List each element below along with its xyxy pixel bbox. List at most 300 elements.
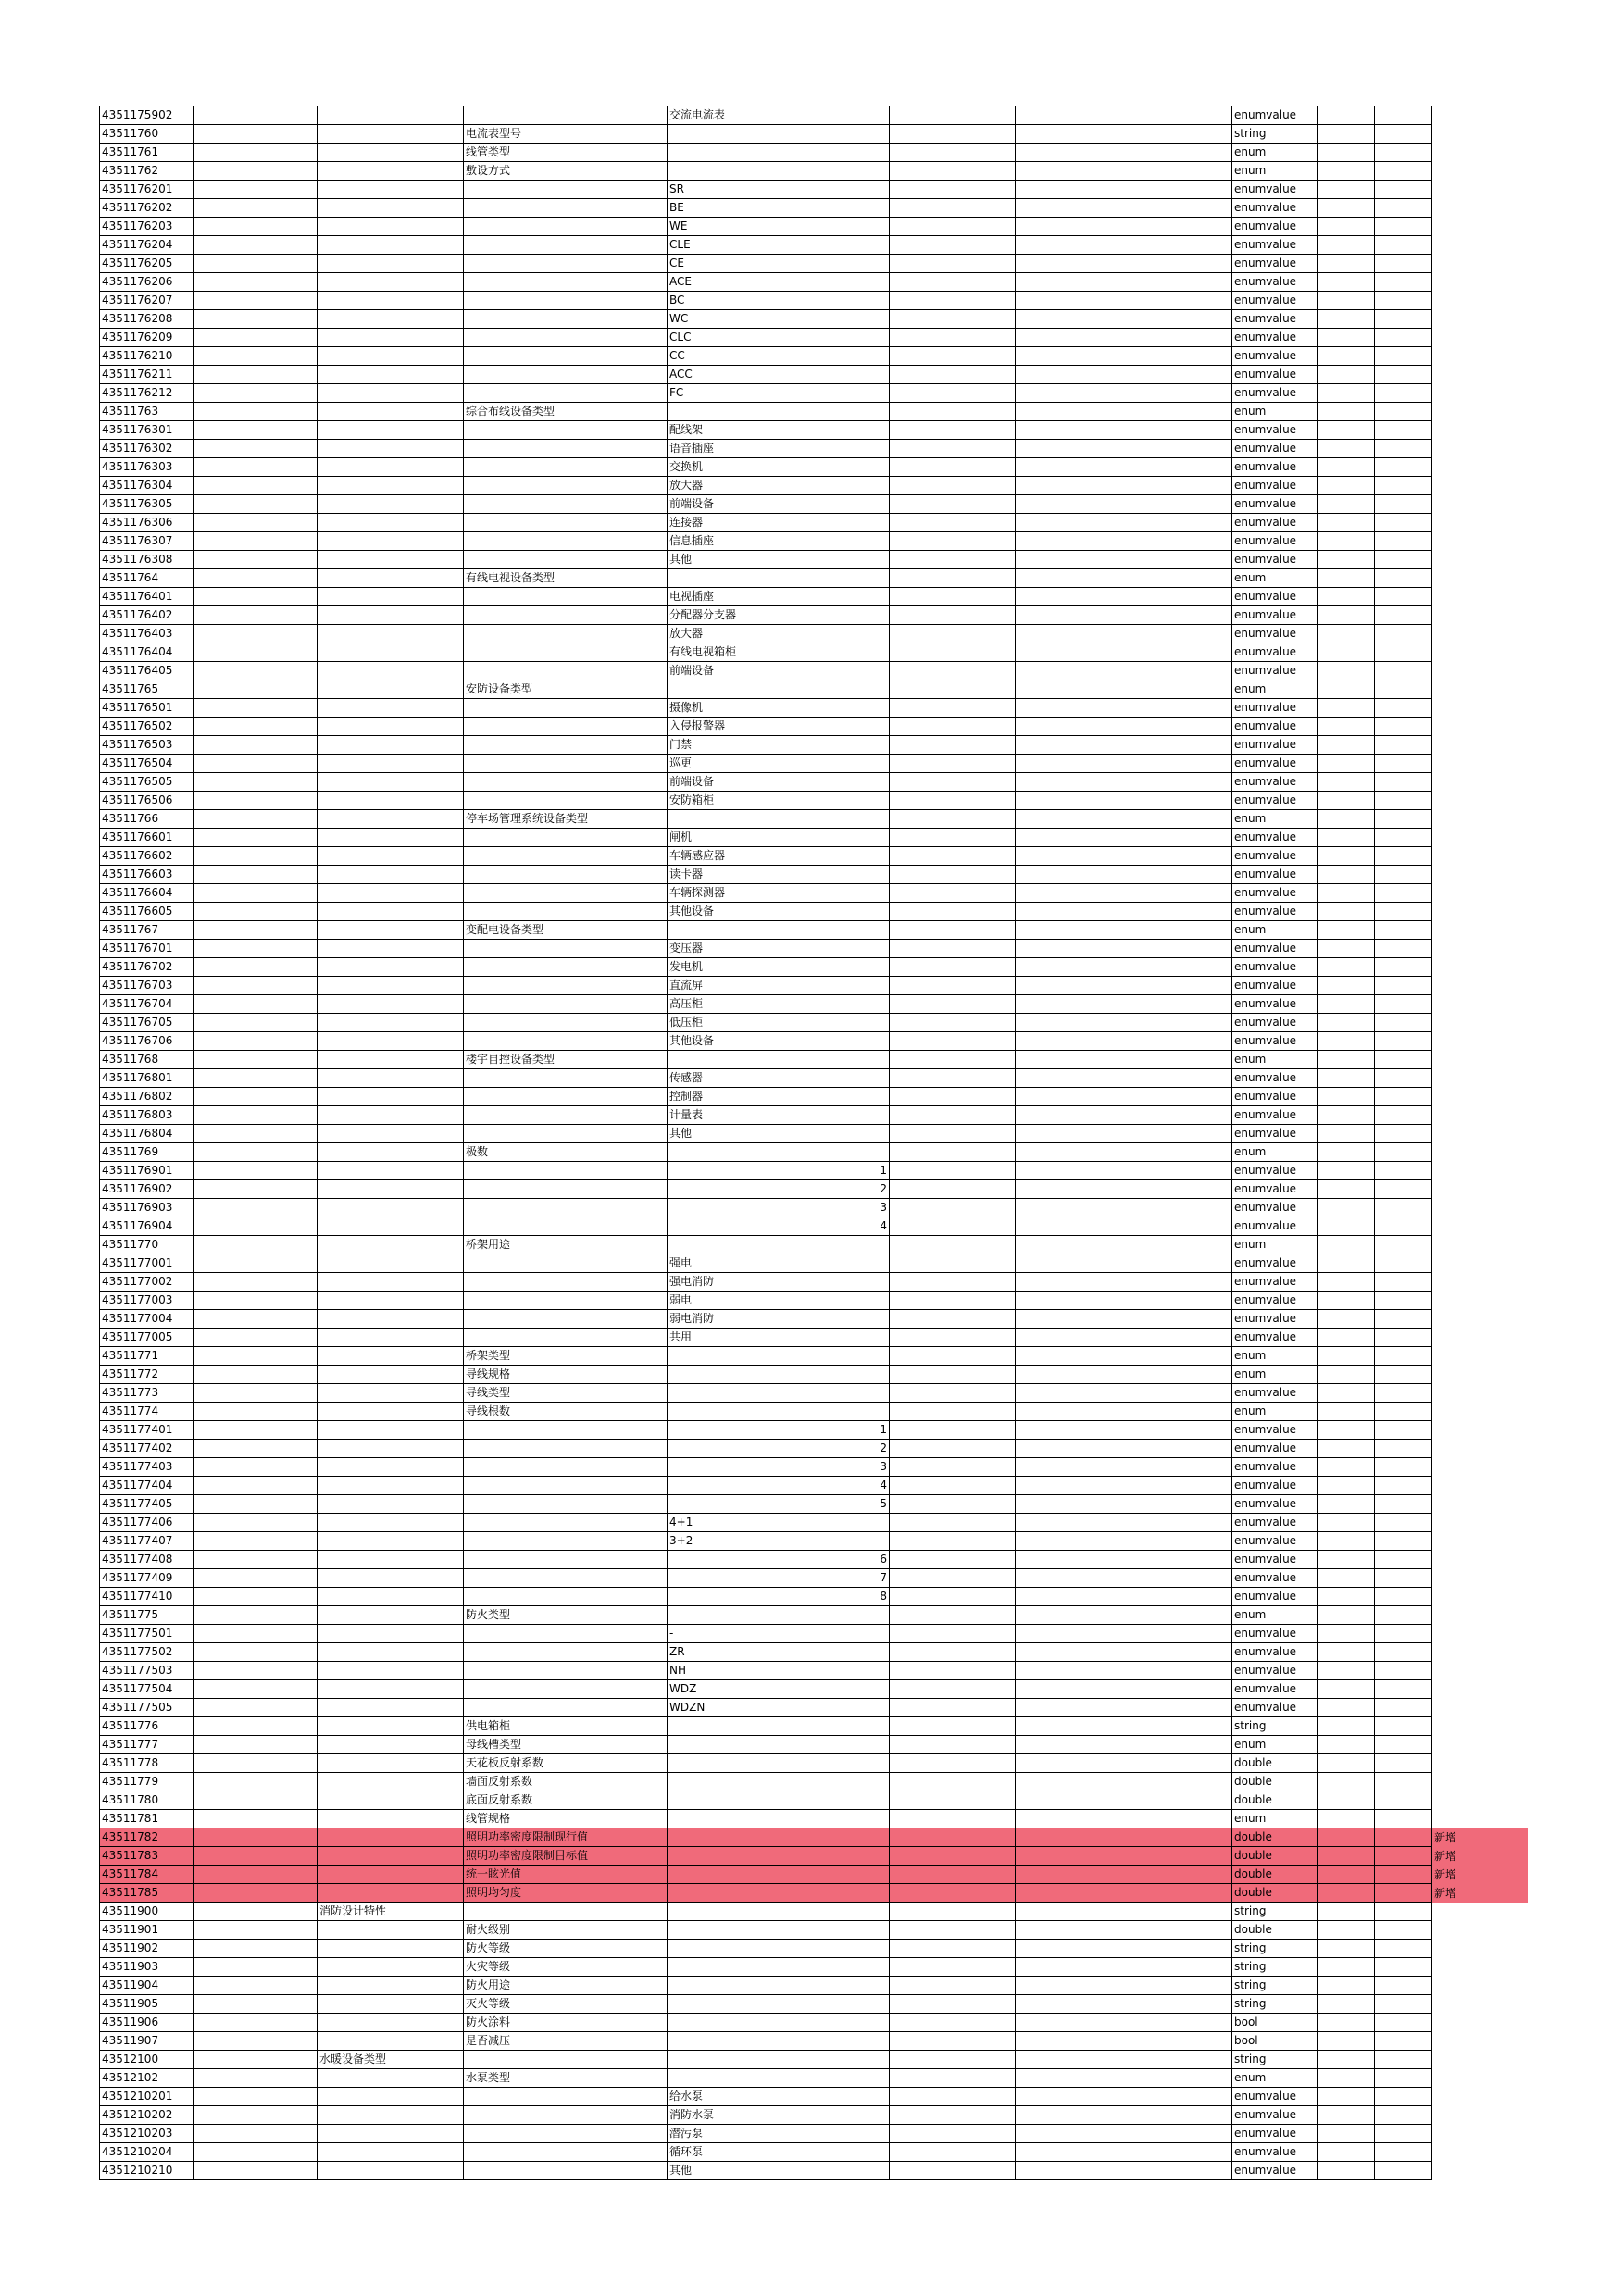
- blank-cell: [194, 606, 318, 625]
- data-type-cell: enumvalue: [1232, 1162, 1318, 1180]
- id-cell: 43511784: [100, 1866, 194, 1884]
- note-cell: [1432, 1995, 1529, 2014]
- blank-cell: [1375, 1310, 1432, 1329]
- id-cell: 4351176302: [100, 440, 194, 458]
- category-cell: [318, 458, 464, 477]
- blank-cell: [1375, 643, 1432, 662]
- attribute-name-cell: [464, 903, 668, 921]
- blank-cell: [1016, 1791, 1232, 1810]
- blank-cell: [1016, 477, 1232, 495]
- blank-cell: [1016, 1828, 1232, 1847]
- attribute-name-cell: [464, 1254, 668, 1273]
- id-cell: 4351177410: [100, 1588, 194, 1606]
- blank-cell: [194, 1977, 318, 1995]
- blank-cell: [1375, 1384, 1432, 1403]
- blank-cell: [1318, 1106, 1375, 1125]
- blank-cell: [194, 1329, 318, 1347]
- blank-cell: [890, 477, 1016, 495]
- blank-cell: [1375, 1106, 1432, 1125]
- blank-cell: [194, 1236, 318, 1254]
- enum-value-cell: [668, 1736, 890, 1754]
- data-type-cell: string: [1232, 1995, 1318, 2014]
- category-cell: [318, 421, 464, 440]
- blank-cell: [1375, 1754, 1432, 1773]
- table-row: [100, 1643, 1529, 1662]
- blank-cell: [890, 125, 1016, 144]
- blank-cell: [890, 1329, 1016, 1347]
- blank-cell: [890, 2051, 1016, 2069]
- enum-value-cell: BC: [668, 292, 890, 310]
- table-row: [100, 403, 1529, 421]
- enum-value-cell: [668, 125, 890, 144]
- blank-cell: [1318, 958, 1375, 977]
- note-cell: [1432, 1625, 1529, 1643]
- blank-cell: [1375, 1699, 1432, 1717]
- data-type-cell: string: [1232, 2051, 1318, 2069]
- blank-cell: [1016, 1625, 1232, 1643]
- blank-cell: [1016, 773, 1232, 792]
- enum-value-cell: 5: [668, 1495, 890, 1514]
- blank-cell: [1016, 1606, 1232, 1625]
- attribute-name-cell: [464, 643, 668, 662]
- blank-cell: [1375, 1125, 1432, 1143]
- id-cell: 4351176201: [100, 181, 194, 199]
- enum-value-cell: WC: [668, 310, 890, 329]
- id-cell: 43511903: [100, 1958, 194, 1977]
- blank-cell: [890, 625, 1016, 643]
- note-cell: [1432, 1458, 1529, 1477]
- note-cell: [1432, 347, 1529, 366]
- enum-value-cell: CC: [668, 347, 890, 366]
- id-cell: 4351210210: [100, 2162, 194, 2180]
- blank-cell: [1016, 884, 1232, 903]
- blank-cell: [1016, 1866, 1232, 1884]
- enum-value-cell: 读卡器: [668, 866, 890, 884]
- table-row: [100, 2106, 1529, 2125]
- note-cell: [1432, 958, 1529, 977]
- table-row: [100, 1384, 1529, 1403]
- blank-cell: [194, 1106, 318, 1125]
- blank-cell: [194, 792, 318, 810]
- id-cell: 4351176210: [100, 347, 194, 366]
- data-type-cell: enum: [1232, 1143, 1318, 1162]
- table-row: [100, 1199, 1529, 1217]
- blank-cell: [1016, 514, 1232, 532]
- attribute-name-cell: 照明功率密度限制目标值: [464, 1847, 668, 1866]
- table-row: [100, 1717, 1529, 1736]
- blank-cell: [194, 329, 318, 347]
- attribute-name-cell: [464, 995, 668, 1014]
- blank-cell: [194, 421, 318, 440]
- blank-cell: [890, 1903, 1016, 1921]
- blank-cell: [1016, 1514, 1232, 1532]
- category-cell: 水暖设备类型: [318, 2051, 464, 2069]
- id-cell: 4351176401: [100, 588, 194, 606]
- id-cell: 43511771: [100, 1347, 194, 1366]
- note-cell: [1432, 995, 1529, 1014]
- blank-cell: [1318, 440, 1375, 458]
- category-cell: [318, 1199, 464, 1217]
- note-cell: [1432, 1440, 1529, 1458]
- table-row: [100, 1903, 1529, 1921]
- category-cell: [318, 1532, 464, 1551]
- blank-cell: [1016, 1143, 1232, 1162]
- blank-cell: [1318, 718, 1375, 736]
- blank-cell: [194, 1051, 318, 1069]
- blank-cell: [890, 958, 1016, 977]
- blank-cell: [1375, 1625, 1432, 1643]
- data-type-cell: enum: [1232, 1810, 1318, 1828]
- blank-cell: [1016, 532, 1232, 551]
- table-row: [100, 273, 1529, 292]
- blank-cell: [1016, 903, 1232, 921]
- id-cell: 4351177406: [100, 1514, 194, 1532]
- table-row: [100, 1495, 1529, 1514]
- blank-cell: [1016, 2032, 1232, 2051]
- blank-cell: [194, 736, 318, 755]
- attribute-name-cell: [464, 1699, 668, 1717]
- blank-cell: [1016, 1254, 1232, 1273]
- blank-cell: [1016, 940, 1232, 958]
- enum-value-cell: 消防水泵: [668, 2106, 890, 2125]
- blank-cell: [1016, 181, 1232, 199]
- blank-cell: [1016, 125, 1232, 144]
- blank-cell: [194, 829, 318, 847]
- blank-cell: [1318, 1847, 1375, 1866]
- data-type-cell: enumvalue: [1232, 718, 1318, 736]
- blank-cell: [1016, 1217, 1232, 1236]
- table-row: [100, 218, 1529, 236]
- blank-cell: [194, 643, 318, 662]
- data-type-cell: enumvalue: [1232, 477, 1318, 495]
- blank-cell: [1318, 1069, 1375, 1088]
- attribute-name-cell: [464, 236, 668, 255]
- blank-cell: [1375, 144, 1432, 162]
- table-row: [100, 643, 1529, 662]
- table-row: [100, 1736, 1529, 1754]
- table-row: [100, 662, 1529, 680]
- table-row: [100, 1477, 1529, 1495]
- enum-value-cell: 前端设备: [668, 495, 890, 514]
- blank-cell: [194, 273, 318, 292]
- table-row: [100, 995, 1529, 1014]
- blank-cell: [1016, 977, 1232, 995]
- category-cell: [318, 1143, 464, 1162]
- blank-cell: [1016, 403, 1232, 421]
- attribute-name-cell: [464, 736, 668, 755]
- enum-value-cell: FC: [668, 384, 890, 403]
- attribute-name-cell: [464, 1458, 668, 1477]
- blank-cell: [1016, 847, 1232, 866]
- attribute-name-cell: 线管规格: [464, 1810, 668, 1828]
- blank-cell: [1016, 2088, 1232, 2106]
- table-row: [100, 1940, 1529, 1958]
- table-row: [100, 1569, 1529, 1588]
- attribute-name-cell: [464, 1477, 668, 1495]
- note-cell: [1432, 977, 1529, 995]
- blank-cell: [1375, 403, 1432, 421]
- attribute-name-cell: [464, 199, 668, 218]
- data-type-cell: enumvalue: [1232, 755, 1318, 773]
- blank-cell: [194, 1921, 318, 1940]
- note-cell: [1432, 680, 1529, 699]
- blank-cell: [1318, 884, 1375, 903]
- enum-value-cell: [668, 2069, 890, 2088]
- blank-cell: [890, 347, 1016, 366]
- blank-cell: [1318, 1828, 1375, 1847]
- blank-cell: [1016, 1551, 1232, 1569]
- enum-value-cell: 控制器: [668, 1088, 890, 1106]
- enum-value-cell: 车辆感应器: [668, 847, 890, 866]
- blank-cell: [890, 1162, 1016, 1180]
- blank-cell: [194, 125, 318, 144]
- id-cell: 43511763: [100, 403, 194, 421]
- id-cell: 43511776: [100, 1717, 194, 1736]
- attribute-name-cell: 水泵类型: [464, 2069, 668, 2088]
- blank-cell: [1318, 995, 1375, 1014]
- category-cell: [318, 1162, 464, 1180]
- blank-cell: [1375, 1254, 1432, 1273]
- blank-cell: [194, 403, 318, 421]
- blank-cell: [890, 2032, 1016, 2051]
- table-row: [100, 1292, 1529, 1310]
- enum-value-cell: [668, 1884, 890, 1903]
- data-type-cell: enumvalue: [1232, 958, 1318, 977]
- blank-cell: [1016, 736, 1232, 755]
- blank-cell: [1016, 1662, 1232, 1680]
- table-row: [100, 1773, 1529, 1791]
- attribute-name-cell: [464, 1329, 668, 1347]
- blank-cell: [1016, 680, 1232, 699]
- attribute-name-cell: 桥架用途: [464, 1236, 668, 1254]
- blank-cell: [1375, 2125, 1432, 2143]
- category-cell: [318, 1125, 464, 1143]
- note-cell: [1432, 1421, 1529, 1440]
- data-type-cell: enum: [1232, 1051, 1318, 1069]
- id-cell: 4351176207: [100, 292, 194, 310]
- id-cell: 43511780: [100, 1791, 194, 1810]
- attribute-name-cell: [464, 347, 668, 366]
- blank-cell: [194, 958, 318, 977]
- attribute-name-cell: 导线根数: [464, 1403, 668, 1421]
- attribute-name-cell: [464, 1106, 668, 1125]
- id-cell: 4351176604: [100, 884, 194, 903]
- data-type-cell: enumvalue: [1232, 458, 1318, 477]
- table-row: [100, 106, 1529, 125]
- blank-cell: [1318, 458, 1375, 477]
- enum-value-cell: 分配器分支器: [668, 606, 890, 625]
- blank-cell: [890, 162, 1016, 181]
- blank-cell: [1318, 1273, 1375, 1292]
- data-type-cell: enumvalue: [1232, 625, 1318, 643]
- note-cell: [1432, 1495, 1529, 1514]
- blank-cell: [1375, 606, 1432, 625]
- note-cell: [1432, 903, 1529, 921]
- blank-cell: [194, 551, 318, 569]
- blank-cell: [1375, 1217, 1432, 1236]
- enum-value-cell: 配线架: [668, 421, 890, 440]
- blank-cell: [1016, 1014, 1232, 1032]
- blank-cell: [1016, 1495, 1232, 1514]
- attribute-name-cell: [464, 884, 668, 903]
- blank-cell: [194, 662, 318, 680]
- enum-value-cell: 强电消防: [668, 1273, 890, 1292]
- enum-value-cell: 计量表: [668, 1106, 890, 1125]
- data-type-cell: enumvalue: [1232, 995, 1318, 1014]
- category-cell: [318, 1921, 464, 1940]
- table-row: [100, 292, 1529, 310]
- blank-cell: [1016, 569, 1232, 588]
- attribute-name-cell: 照明均匀度: [464, 1884, 668, 1903]
- table-row: [100, 1180, 1529, 1199]
- blank-cell: [194, 1847, 318, 1866]
- note-cell: [1432, 1958, 1529, 1977]
- category-cell: [318, 1032, 464, 1051]
- category-cell: [318, 773, 464, 792]
- blank-cell: [194, 1866, 318, 1884]
- data-type-cell: double: [1232, 1754, 1318, 1773]
- enum-value-cell: 给水泵: [668, 2088, 890, 2106]
- note-cell: [1432, 495, 1529, 514]
- note-cell: [1432, 755, 1529, 773]
- category-cell: [318, 1217, 464, 1236]
- category-cell: [318, 1514, 464, 1532]
- attribute-name-cell: 变配电设备类型: [464, 921, 668, 940]
- attribute-name-cell: 照明功率密度限制现行值: [464, 1828, 668, 1847]
- id-cell: 4351176307: [100, 532, 194, 551]
- data-type-cell: enumvalue: [1232, 551, 1318, 569]
- note-cell: [1432, 884, 1529, 903]
- blank-cell: [194, 810, 318, 829]
- attribute-name-cell: 火灾等级: [464, 1958, 668, 1977]
- category-cell: [318, 292, 464, 310]
- id-cell: 4351176705: [100, 1014, 194, 1032]
- note-cell: [1432, 2162, 1529, 2180]
- attribute-name-cell: [464, 440, 668, 458]
- id-cell: 43511764: [100, 569, 194, 588]
- blank-cell: [890, 1106, 1016, 1125]
- enum-value-cell: 2: [668, 1180, 890, 1199]
- blank-cell: [1318, 1310, 1375, 1329]
- blank-cell: [1375, 866, 1432, 884]
- data-type-cell: enum: [1232, 1606, 1318, 1625]
- data-type-cell: enumvalue: [1232, 421, 1318, 440]
- enum-value-cell: [668, 1347, 890, 1366]
- category-cell: [318, 2088, 464, 2106]
- data-type-cell: enumvalue: [1232, 1106, 1318, 1125]
- id-cell: 43511906: [100, 2014, 194, 2032]
- data-type-cell: enumvalue: [1232, 1551, 1318, 1569]
- table-row: [100, 1236, 1529, 1254]
- enum-value-cell: [668, 162, 890, 181]
- attribute-name-cell: 有线电视设备类型: [464, 569, 668, 588]
- blank-cell: [1375, 940, 1432, 958]
- attribute-name-cell: [464, 2125, 668, 2143]
- note-cell: [1432, 1903, 1529, 1921]
- blank-cell: [1016, 1477, 1232, 1495]
- blank-cell: [1016, 995, 1232, 1014]
- blank-cell: [1375, 421, 1432, 440]
- note-cell: [1432, 1551, 1529, 1569]
- blank-cell: [194, 2032, 318, 2051]
- category-cell: [318, 1754, 464, 1773]
- blank-cell: [1016, 1032, 1232, 1051]
- blank-cell: [1016, 1125, 1232, 1143]
- note-cell: [1432, 1773, 1529, 1791]
- id-cell: 4351177403: [100, 1458, 194, 1477]
- blank-cell: [1318, 1643, 1375, 1662]
- blank-cell: [890, 1866, 1016, 1884]
- blank-cell: [890, 495, 1016, 514]
- blank-cell: [1318, 1366, 1375, 1384]
- enum-value-cell: [668, 1903, 890, 1921]
- blank-cell: [1318, 1810, 1375, 1828]
- attribute-name-cell: [464, 1440, 668, 1458]
- blank-cell: [1375, 255, 1432, 273]
- blank-cell: [194, 921, 318, 940]
- blank-cell: [1375, 1569, 1432, 1588]
- note-cell: [1432, 1588, 1529, 1606]
- table-row: [100, 310, 1529, 329]
- id-cell: 4351177004: [100, 1310, 194, 1329]
- category-cell: [318, 680, 464, 699]
- id-cell: 4351177502: [100, 1643, 194, 1662]
- data-type-cell: enumvalue: [1232, 662, 1318, 680]
- blank-cell: [1318, 1199, 1375, 1217]
- blank-cell: [194, 1588, 318, 1606]
- blank-cell: [1016, 1384, 1232, 1403]
- attribute-name-cell: 停车场管理系统设备类型: [464, 810, 668, 829]
- table-row: [100, 2032, 1529, 2051]
- category-cell: [318, 921, 464, 940]
- blank-cell: [1016, 1458, 1232, 1477]
- attribute-name-cell: [464, 1625, 668, 1643]
- id-cell: 4351176211: [100, 366, 194, 384]
- blank-cell: [194, 1532, 318, 1551]
- category-cell: [318, 1051, 464, 1069]
- blank-cell: [1375, 829, 1432, 847]
- category-cell: [318, 2106, 464, 2125]
- category-cell: [318, 1254, 464, 1273]
- data-type-cell: enum: [1232, 1366, 1318, 1384]
- note-cell: [1432, 1643, 1529, 1662]
- data-type-cell: enumvalue: [1232, 847, 1318, 866]
- attribute-name-cell: 防火类型: [464, 1606, 668, 1625]
- blank-cell: [194, 625, 318, 643]
- blank-cell: [1318, 1588, 1375, 1606]
- data-type-cell: enumvalue: [1232, 384, 1318, 403]
- blank-cell: [1318, 2162, 1375, 2180]
- data-type-cell: enumvalue: [1232, 2143, 1318, 2162]
- table-row: [100, 1032, 1529, 1051]
- category-cell: [318, 551, 464, 569]
- blank-cell: [1016, 1069, 1232, 1088]
- blank-cell: [1318, 1699, 1375, 1717]
- note-cell: [1432, 1921, 1529, 1940]
- blank-cell: [1318, 866, 1375, 884]
- table-row: [100, 477, 1529, 495]
- attribute-name-cell: [464, 366, 668, 384]
- category-cell: [318, 1273, 464, 1292]
- blank-cell: [1375, 718, 1432, 736]
- blank-cell: [1375, 1532, 1432, 1551]
- note-cell: [1432, 255, 1529, 273]
- category-cell: [318, 1421, 464, 1440]
- table-row: [100, 1458, 1529, 1477]
- blank-cell: [194, 1958, 318, 1977]
- enum-value-cell: 发电机: [668, 958, 890, 977]
- id-cell: 43511760: [100, 125, 194, 144]
